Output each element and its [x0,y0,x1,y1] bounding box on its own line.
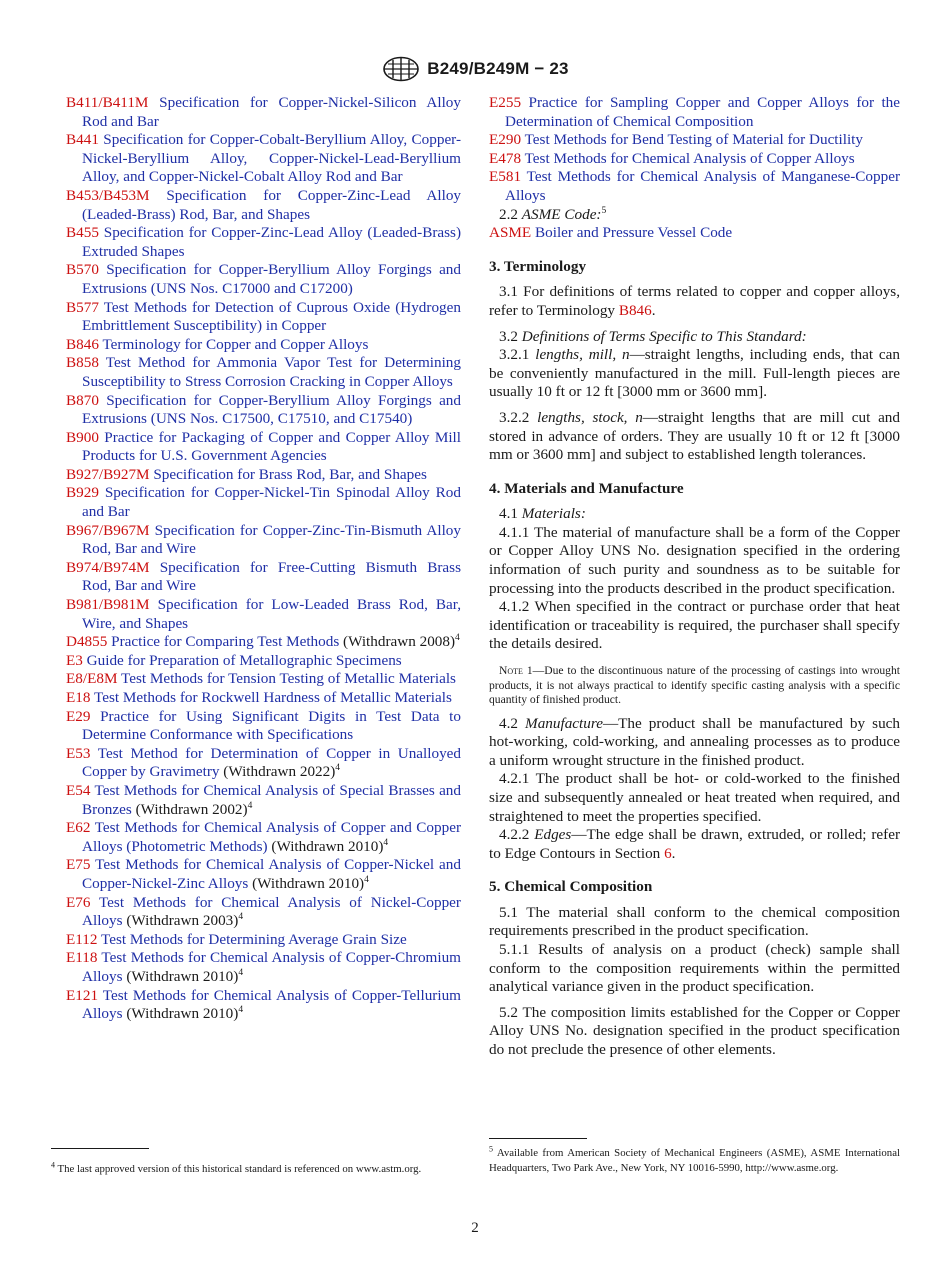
reference-code: B453/B453M [66,186,150,204]
reference-e118[interactable] [66,949,461,986]
reference-code: E478 [489,149,522,167]
reference-code: E18 [66,689,91,706]
paragraph-4-2-1: 4.2.1 The product shall be hot- or cold-worked to the finished size and subsequently annealed or heat treated when required, and straightened to meet the properties specified. [489,770,900,825]
reference-title: Specification for Copper-Nickel-Silicon Alloy Rod and Bar [82,94,461,130]
reference-code: B846 [66,335,99,353]
reference-e581[interactable] [489,168,900,205]
reference-e54[interactable] [66,782,461,819]
reference-title: Practice for Comparing Test Methods [111,633,340,651]
section-title-chemical-composition: 5. Chemical Composition [489,878,653,896]
reference-code: B577 [66,298,99,316]
reference-title: Test Methods for Bend Testing of Material for Ductility [524,131,863,149]
footnote-rule-left [51,1148,149,1149]
paragraph-4-1-1: 4.1.1 The material of manufacture shall be a form of the Copper or Copper Alloy UNS No. designation specified in the ordering information of such purity and soundness as to be suitable for processing into the products described in the product specification. [489,523,900,597]
footnote-4 [51,1162,461,1177]
reference-e53[interactable] [66,745,461,782]
reference-b900[interactable] [66,429,461,466]
reference-e8-e8m[interactable] [66,670,461,689]
footnote-marker: 4 [364,874,369,885]
reference-asme[interactable] [489,224,900,243]
footnote-text: Available from American Society of Mechanical Engineers (ASME), ASME International Headquarters, Two Park Ave., New York, NY 10016-5990, http://www.asme.org. [489,1147,901,1174]
paragraph-4-1-2: 4.1.2 When specified in the contract or purchase order that heat identification or traceability is required, the purchaser shall specify the details desired. [489,598,900,653]
withdrawn-note: (Withdrawn 2010) [252,874,365,892]
reference-code: D4855 [66,633,108,651]
reference-e62[interactable] [66,819,461,856]
paragraph-4-2-2: 4.2.2 Edges—The edge shall be drawn, extruded, or rolled; refer to Edge Contours in Section 6. [489,826,901,862]
reference-title: Test Methods for Chemical Analysis of Copper-Tellurium Alloys [82,986,461,1023]
reference-e18[interactable] [66,689,461,708]
footnote-rule-right [489,1138,587,1139]
reference-code: B870 [66,391,99,409]
footnote-number: 5 [489,1144,493,1154]
reference-code: E581 [489,168,522,186]
reference-code: E76 [66,893,91,911]
reference-b577[interactable] [66,299,461,336]
reference-code: B967/B967M [66,521,150,539]
reference-title: Test Methods for Tension Testing of Metallic Materials [121,670,456,688]
reference-code: B927/B927M [66,465,150,483]
section-title-materials: 4. Materials and Manufacture [489,479,684,497]
reference-e75[interactable] [66,856,461,893]
paragraph-5-1-1: 5.1.1 Results of analysis on a product (check) sample shall conform to the composition requirements within the permitted analytical variance given in the product specification. [489,941,900,996]
asme-code-heading [489,206,900,225]
withdrawn-note: (Withdrawn 2022) [223,763,336,781]
link-b846[interactable]: B846 [618,301,652,319]
reference-code: E54 [66,781,91,799]
document-designation: B249/B249M − 23 [427,59,569,78]
reference-title: Guide for Preparation of Metallographic Specimens [86,651,402,669]
reference-d4855[interactable] [66,633,461,652]
reference-code: B411/B411M [66,94,149,111]
asme-code-label: ASME Code: [521,205,602,223]
reference-b981-b981m[interactable] [66,596,461,633]
paragraph-4-2: 4.2 Manufacture—The product shall be manufactured by such hot-working, cold-working, and annealing processes as to produce a uniform wrought structure in the finished product. [489,714,900,769]
reference-title: Test Methods for Chemical Analysis of Copper Alloys [524,149,855,167]
right-column [489,94,900,1060]
withdrawn-note: (Withdrawn 2010) [126,967,239,985]
withdrawn-note: (Withdrawn 2003) [126,912,239,930]
footnote-5 [489,1146,900,1176]
reference-e290[interactable] [489,131,900,150]
section-title-terminology: 3. Terminology [489,257,587,275]
reference-title: Specification for Brass Rod, Bar, and Shapes [153,465,427,483]
footnote-marker: 4 [238,1005,244,1016]
reference-e121[interactable] [66,987,461,1024]
reference-code: B455 [66,224,99,242]
paragraph-3-1: 3.1 For definitions of terms related to copper and copper alloys, refer to Terminology B846. [489,283,900,319]
link-section-6[interactable]: 6 [664,844,672,862]
section-number: 2.2 [499,205,518,223]
paragraph-4-1: 4.1 Materials: [499,505,586,523]
footnote-text: The last approved version of this historical standard is referenced on www.astm.org. [57,1163,422,1175]
reference-title: Test Methods for Detection of Cuprous Oxide (Hydrogen Embrittlement Susceptibility) in Copper [82,298,461,335]
reference-title: Specification for Free-Cutting Bismuth Brass Rod, Bar and Wire [82,558,461,595]
footnote-marker: 5 [601,205,607,216]
withdrawn-note: (Withdrawn 2010) [126,1005,239,1023]
reference-b967-b967m[interactable] [66,522,461,559]
astm-logo-icon [381,56,421,82]
reference-title: Specification for Copper-Beryllium Alloy Forgings and Extrusions (UNS Nos. C17500, C17510, and C17540) [82,391,461,428]
reference-b441[interactable] [66,131,461,187]
reference-b858[interactable] [66,354,461,391]
reference-title: Specification for Copper-Zinc-Lead Alloy (Leaded-Brass) Rod, Bar, and Shapes [82,186,462,223]
reference-code: E3 [66,651,83,669]
reference-title: Test Methods for Chemical Analysis of Manganese-Copper Alloys [505,168,900,204]
reference-title: Practice for Using Significant Digits in Test Data to Determine Conformance with Specifications [82,707,461,744]
reference-code: B858 [66,354,99,372]
reference-code: B570 [66,261,99,279]
reference-code: E255 [489,94,522,111]
reference-title: Specification for Copper-Beryllium Alloy Forgings and Extrusions (UNS Nos. C17000 and C17200) [82,261,461,297]
reference-title: Terminology for Copper and Copper Alloys [102,335,369,353]
footnote-marker: 4 [335,763,341,774]
reference-code: B900 [66,428,99,446]
footnote-number: 4 [51,1160,55,1170]
reference-code: B441 [66,131,99,149]
reference-b974-b974m[interactable] [66,559,461,596]
note-label: Note 1 [499,664,533,678]
reference-b870[interactable] [66,392,461,429]
reference-b570[interactable] [66,261,461,298]
withdrawn-note: (Withdrawn 2002) [135,800,248,818]
paragraph-3-2-1: 3.2.1 lengths, mill, n—straight lengths, including ends, that can be conveniently manufactured in the mill. Full-length pieces are usually 10 ft or 12 ft [3000 mm or 3600 mm]. [489,346,901,401]
reference-e3[interactable] [66,652,461,671]
reference-code: E62 [66,819,91,837]
reference-e76[interactable] [66,894,461,931]
page-number: 2 [471,1220,479,1236]
reference-b453-b453m[interactable] [66,187,461,224]
paragraph-5-1: 5.1 The material shall conform to the chemical composition requirements prescribed in the product specification. [489,903,900,940]
reference-code: E112 [66,930,98,948]
footnote-marker: 4 [247,800,253,811]
reference-title: Test Method for Ammonia Vapor Test for Determining Susceptibility to Stress Corrosion Cracking in Copper Alloys [82,354,461,390]
term-lengths-mill: lengths, mill, n [535,346,630,364]
reference-title: Test Method for Determination of Copper in Unalloyed Copper by Gravimetry [82,744,462,781]
reference-e255[interactable] [489,94,900,131]
page-header [0,56,950,82]
reference-e478[interactable] [489,150,900,169]
withdrawn-note: (Withdrawn 2008) [343,633,456,651]
reference-b846[interactable] [66,336,461,355]
reference-title: Test Methods for Chemical Analysis of Nickel-Copper Alloys [82,893,461,930]
reference-e112[interactable] [66,931,461,950]
reference-title: Test Methods for Chemical Analysis of Copper-Chromium Alloys [82,949,461,985]
reference-title: Specification for Copper-Zinc-Tin-Bismuth Alloy Rod, Bar and Wire [82,521,461,558]
reference-title: Test Methods for Determining Average Grain Size [101,930,407,948]
reference-title: Specification for Copper-Zinc-Lead Alloy (Leaded-Brass) Extruded Shapes [82,224,462,260]
reference-code: E75 [66,856,91,874]
reference-title: Specification for Copper-Cobalt-Beryllium Alloy, Copper-Nickel-Beryllium Alloy, Copper-Nickel-Lead-Beryllium Alloy, and Copper-Nickel-Cobalt Alloy Rod and Bar [82,131,461,186]
note-1: Note 1—Due to the discontinuous nature of the processing of castings into wrought products, it is not always practical to identify specific casting analysis with a specific quantity of finished product. [489,664,900,707]
reference-b411-b411m[interactable] [66,94,461,131]
reference-code: ASME [489,224,532,242]
reference-b455[interactable] [66,224,461,261]
paragraph-3-2-2: 3.2.2 lengths, stock, n—straight lengths that are mill cut and stored in advance of orders. They are usually 10 ft or 12 ft [3000 mm or 3600 mm] and subject to established length tolerances. [489,408,900,464]
reference-b929[interactable] [66,484,461,521]
reference-title: Test Methods for Chemical Analysis of Copper-Nickel and Copper-Nickel-Zinc Alloys [82,856,461,892]
withdrawn-note: (Withdrawn 2010) [271,837,384,855]
reference-b927-b927m[interactable] [66,466,461,485]
reference-title: Test Methods for Rockwell Hardness of Metallic Materials [94,689,452,706]
reference-title: Specification for Low-Leaded Brass Rod, Bar, Wire, and Shapes [82,596,462,632]
reference-code: B929 [66,484,99,502]
reference-title: Practice for Packaging of Copper and Copper Alloy Mill Products for U.S. Government Agencies [82,428,461,465]
footnote-marker: 4 [238,967,244,978]
reference-title: Test Methods for Chemical Analysis of Copper and Copper Alloys (Photometric Methods) [82,819,462,855]
reference-title: Specification for Copper-Nickel-Tin Spinodal Alloy Rod and Bar [82,484,461,521]
reference-e29[interactable] [66,708,461,745]
reference-code: B981/B981M [66,596,150,614]
reference-code: E8/E8M [66,670,118,688]
footnote-marker: 4 [238,912,244,923]
paragraph-3-2: 3.2 Definitions of Terms Specific to This Standard: [499,327,807,345]
reference-title: Boiler and Pressure Vessel Code [535,224,733,242]
reference-code: E121 [66,986,99,1004]
reference-code: B974/B974M [66,558,150,576]
footnote-marker: 4 [383,837,389,848]
reference-code: E290 [489,131,522,149]
footnote-marker: 4 [455,633,460,644]
referenced-documents-list [489,94,900,206]
reference-code: E118 [66,949,98,967]
left-column [66,94,461,1024]
paragraph-5-2: 5.2 The composition limits established for the Copper or Copper Alloy UNS No. designation specified in the product specification do not preclude the presence of other elements. [489,1003,900,1059]
reference-code: E53 [66,744,91,762]
reference-title: Practice for Sampling Copper and Copper Alloys for the Determination of Chemical Composition [505,94,901,130]
reference-code: E29 [66,707,91,725]
term-lengths-stock: lengths, stock, n [537,408,643,426]
reference-title: Test Methods for Chemical Analysis of Special Brasses and Bronzes [82,781,461,818]
